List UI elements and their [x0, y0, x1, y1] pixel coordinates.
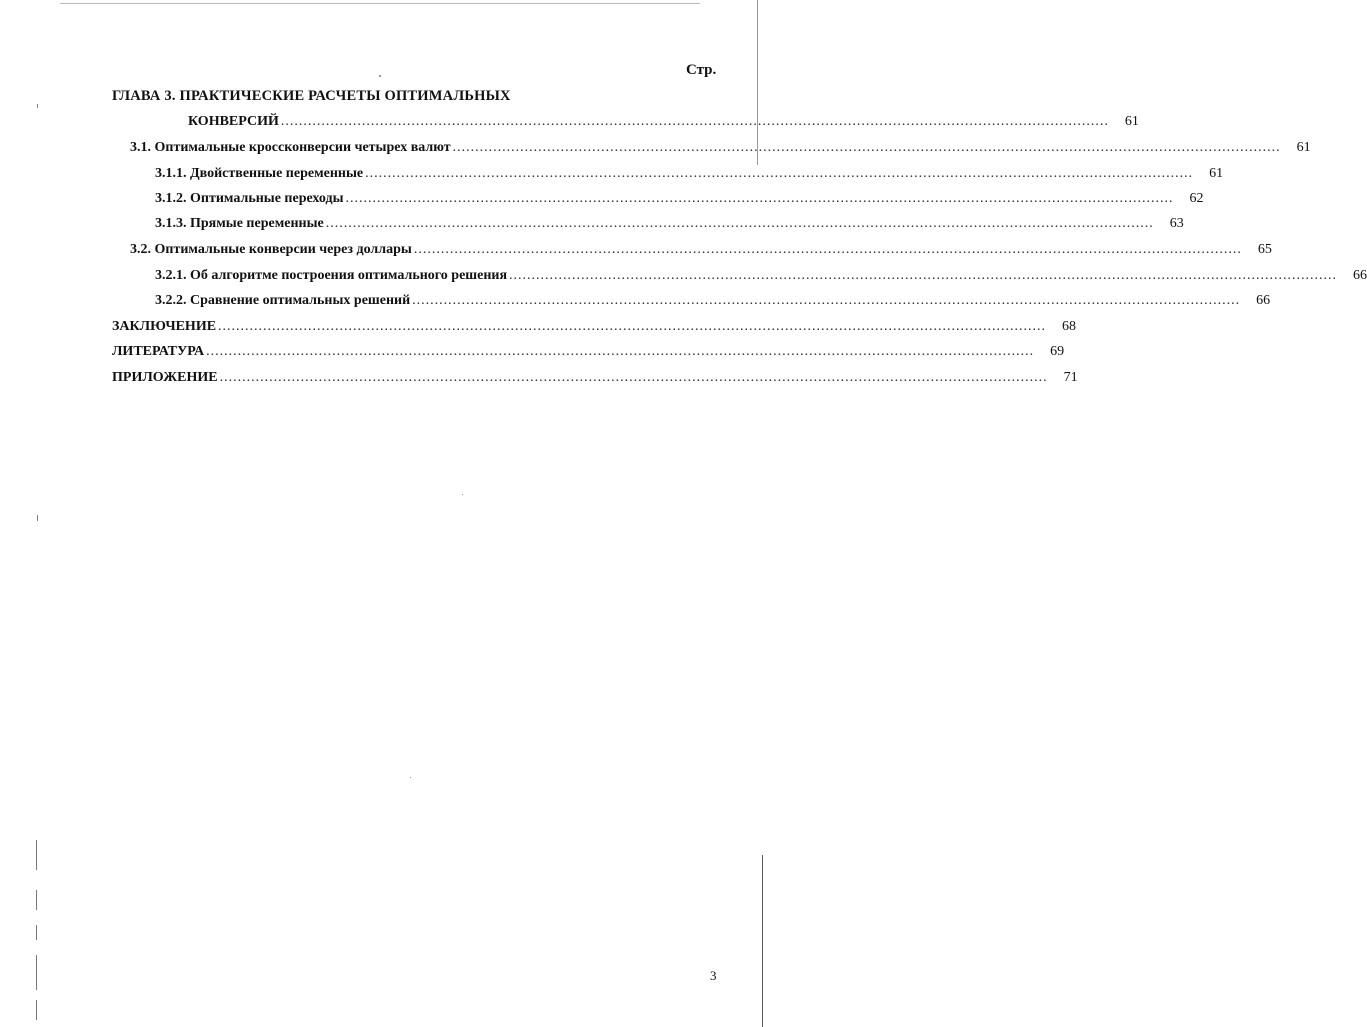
toc-entry-page: 61: [1209, 166, 1224, 181]
scan-artifact-left-edge: [36, 1000, 37, 1020]
scan-artifact-top-line: [60, 3, 700, 4]
toc-leader-dots: ........................................................................................................................................................................................: [325, 216, 1154, 231]
toc-entry-title: 3.1. Оптимальные кроссконверсии четырех валют: [130, 140, 451, 155]
toc-entry: [155, 214, 1184, 234]
toc-entry: [155, 189, 1204, 209]
toc-leader-dots: ........................................................................................................................................................................................: [509, 268, 1338, 283]
scan-artifact-left-edge: [36, 890, 37, 910]
page-number: 3: [710, 968, 717, 983]
toc-entry: [155, 266, 1367, 286]
toc-leader-dots: ........................................................................................................................................................................................: [413, 242, 1242, 257]
toc-entry-title: 3.1.1. Двойственные переменные: [155, 166, 364, 181]
toc-entry: [112, 317, 1077, 337]
toc-entry: [112, 368, 1078, 388]
scan-artifact-left-edge: [36, 840, 37, 870]
toc-entry-title: 3.1.2. Оптимальные переходы: [155, 191, 344, 206]
toc-entry-title: 3.2.1. Об алгоритме построения оптимального решения: [155, 268, 508, 283]
toc-entry-page: 66: [1256, 293, 1271, 308]
toc-entry-title: ПРИЛОЖЕНИЕ: [112, 370, 218, 385]
toc-entry-page: 71: [1063, 370, 1078, 385]
toc-entry-title: 3.2. Оптимальные конверсии через доллары: [130, 242, 412, 257]
scan-speck: [37, 104, 38, 108]
page-column-label: Стр.: [686, 62, 717, 78]
toc-entry-chapter: [188, 112, 1139, 132]
toc-leader-dots: ........................................................................................................................................................................................: [345, 191, 1174, 206]
toc-entry-page: 65: [1257, 242, 1272, 257]
toc-entry-title: ЛИТЕРАТУРА: [112, 344, 205, 359]
toc-leader-dots: ........................................................................................................................................................................................: [280, 114, 1109, 129]
toc-entry-title: 3.1.3. Прямые переменные: [155, 216, 324, 231]
toc-leader-dots: ........................................................................................................................................................................................: [219, 370, 1048, 385]
toc-entry: [155, 291, 1271, 311]
scan-speck: [37, 515, 38, 521]
toc-entry-page: 63: [1169, 216, 1184, 231]
toc-leader-dots: ........................................................................................................................................................................................: [206, 344, 1035, 359]
toc-entry-title: КОНВЕРСИЙ: [188, 114, 279, 129]
toc-entry-title: ЗАКЛЮЧЕНИЕ: [112, 319, 217, 334]
toc-entry-page: 68: [1062, 319, 1077, 334]
toc-entry-page: 66: [1353, 268, 1367, 283]
scan-artifact-left-edge: [36, 925, 37, 940]
scan-speck: [410, 777, 411, 778]
scan-speck: [379, 75, 381, 77]
toc-entry: [130, 138, 1311, 158]
toc-entry-page: 61: [1296, 140, 1311, 155]
scan-speck: [462, 494, 463, 495]
toc-leader-dots: ........................................................................................................................................................................................: [412, 293, 1241, 308]
scan-artifact-right-edge-lower: [762, 855, 763, 1027]
toc-entry-page: 62: [1189, 191, 1204, 206]
toc-entry-page: 61: [1124, 114, 1139, 129]
toc-leader-dots: ........................................................................................................................................................................................: [452, 140, 1281, 155]
scan-artifact-left-edge: [36, 955, 37, 990]
toc-entry: [112, 342, 1065, 362]
chapter-title-line1: ГЛАВА 3. ПРАКТИЧЕСКИЕ РАСЧЕТЫ ОПТИМАЛЬНЫХ: [112, 88, 511, 104]
toc-leader-dots: ........................................................................................................................................................................................: [365, 166, 1194, 181]
toc-entry: [155, 164, 1224, 184]
toc-entry: [130, 240, 1272, 260]
toc-entry-title: 3.2.2. Сравнение оптимальных решений: [155, 293, 411, 308]
toc-leader-dots: ........................................................................................................................................................................................: [218, 319, 1047, 334]
toc-entry-page: 69: [1050, 344, 1065, 359]
